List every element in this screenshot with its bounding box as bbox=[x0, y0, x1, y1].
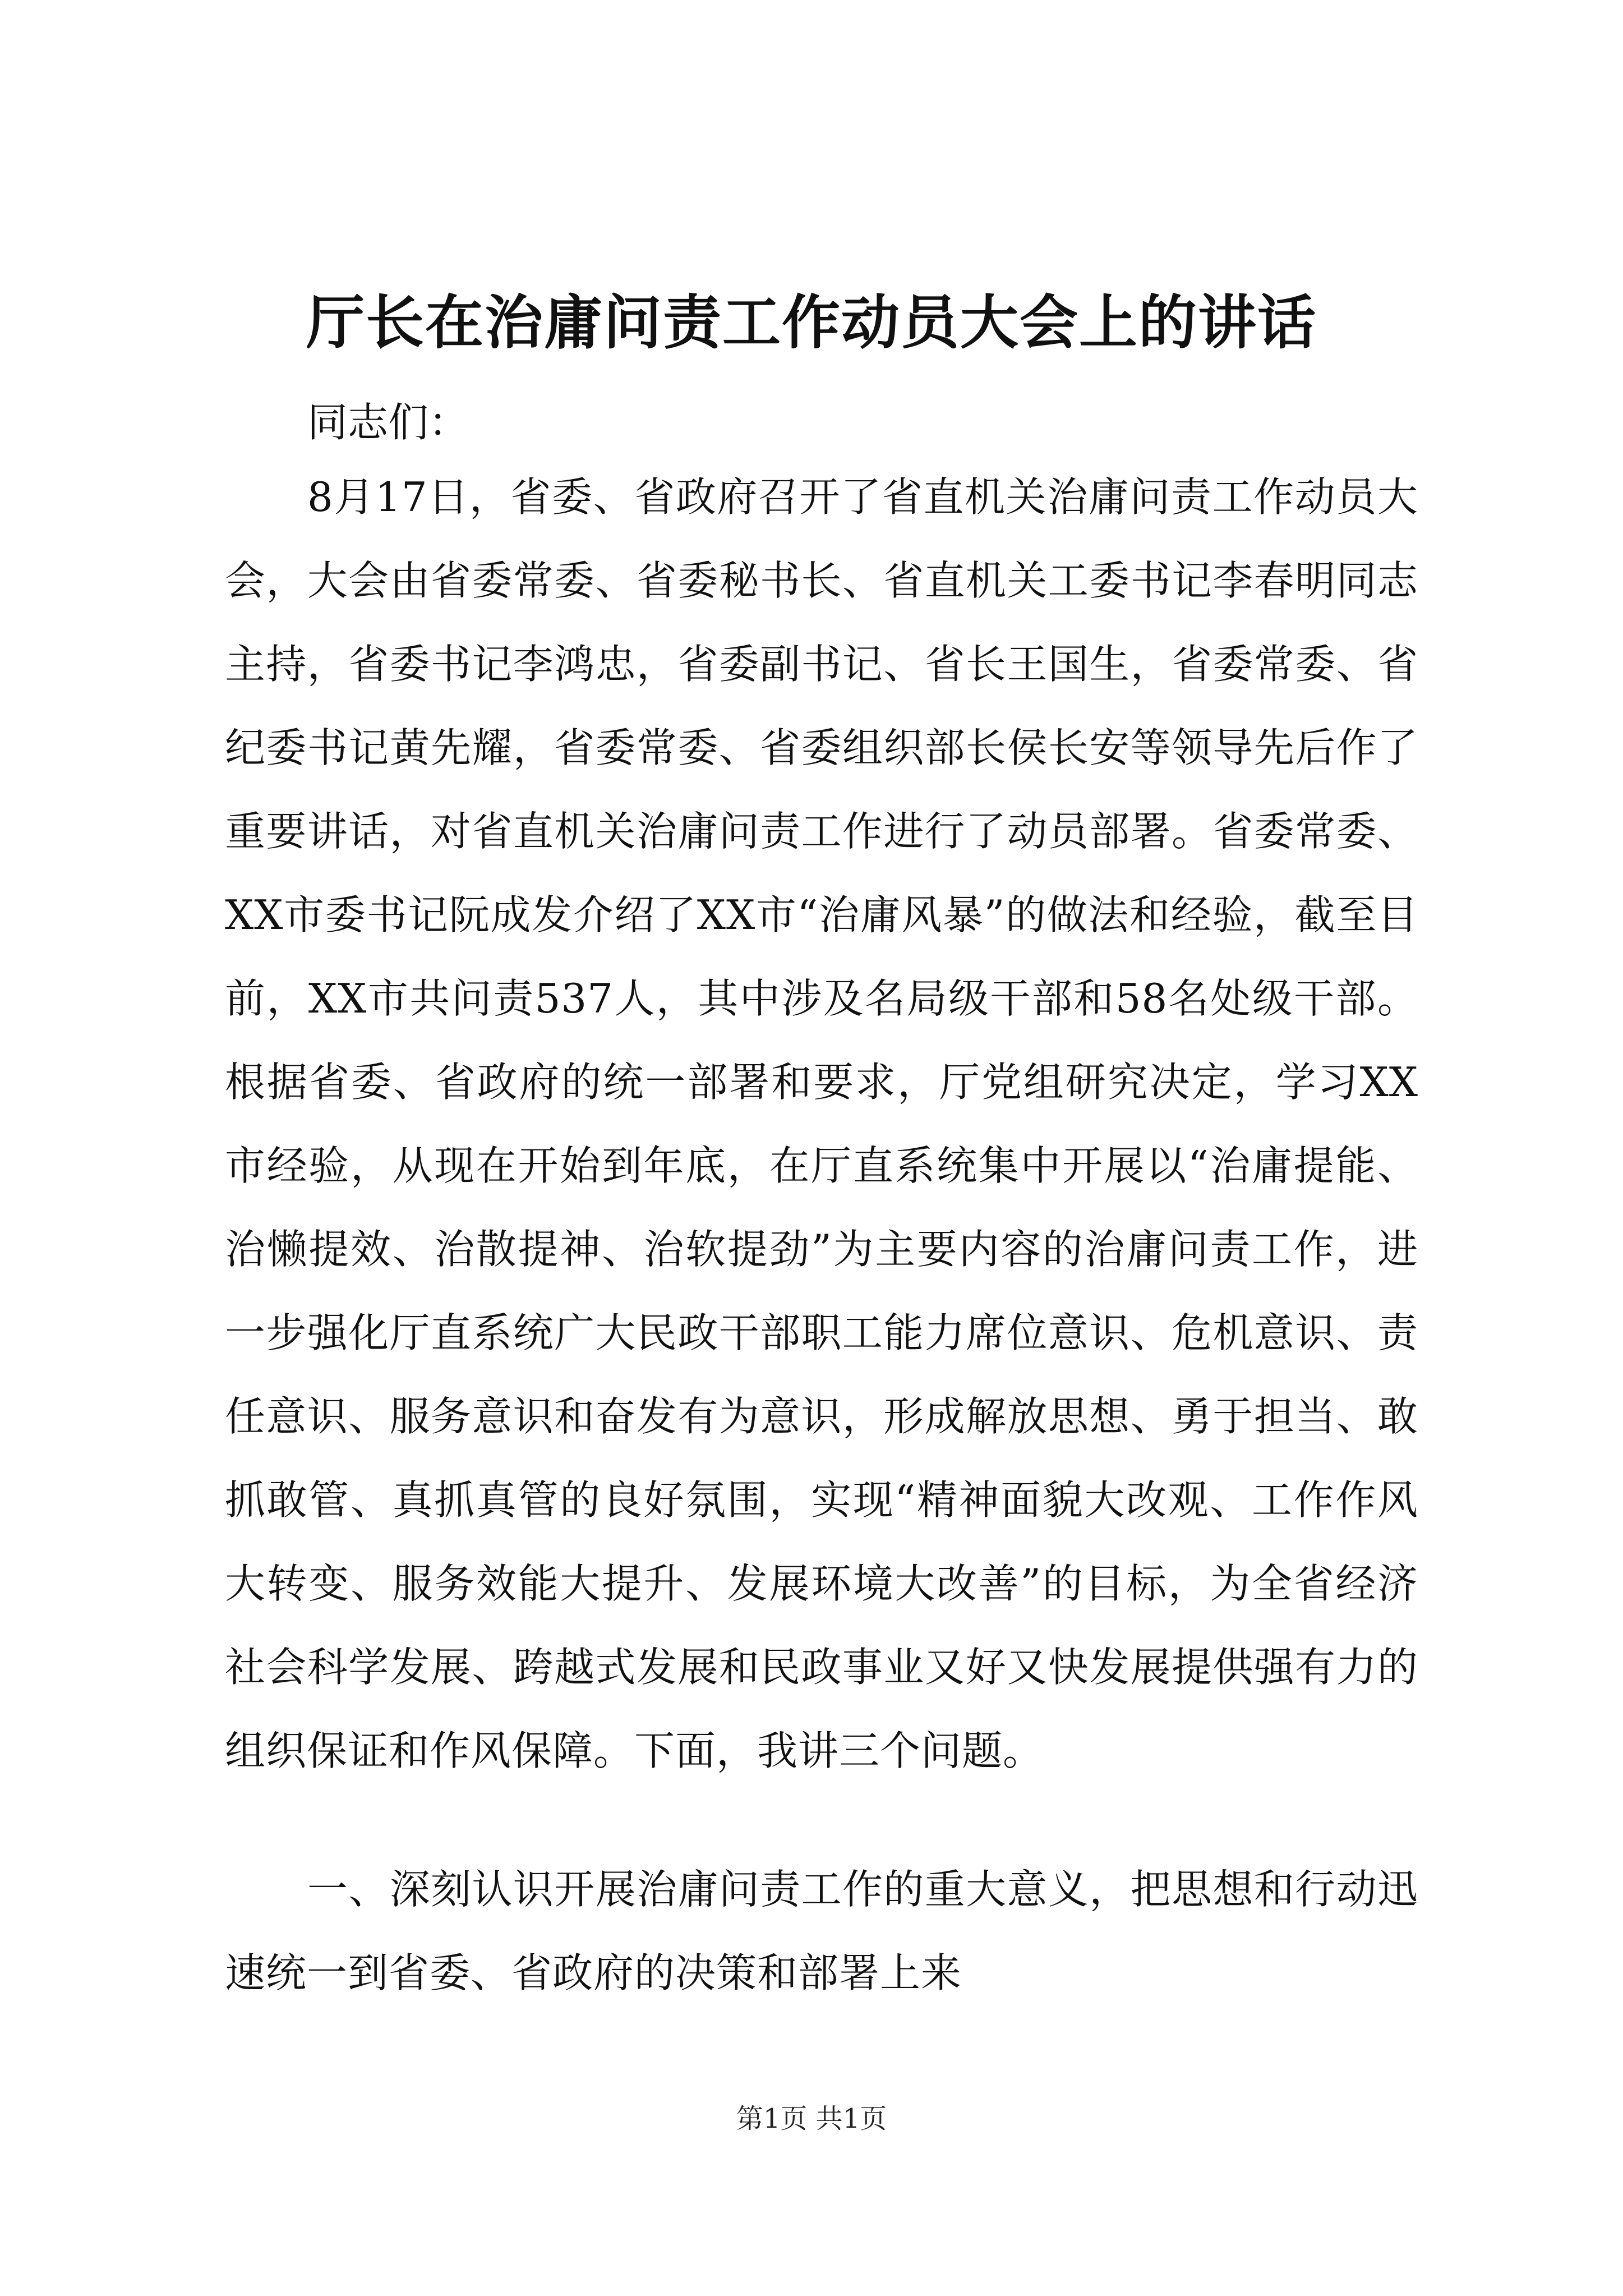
page-footer: 第1页 共1页 bbox=[736, 2103, 887, 2134]
section-heading-paragraph: 一、深刻认识开展治庸问责工作的重大意义，把思想和行动迅速统一到省委、省政府的决策和部署上来 bbox=[225, 1866, 1418, 1996]
salutation: 同志们： bbox=[307, 399, 469, 446]
document-title: 厅长在治庸问责工作动员大会上的讲话 bbox=[306, 288, 1317, 357]
body-paragraph: 8月17日，省委、省政府召开了省直机关治庸问责工作动员大会，大会由省委常委、省委秘书长、省直机关工委书记李春明同志主持，省委书记李鸿忠，省委副书记、省长王国生，省委常委、省纪委书记黄先耀，省委常委、省委组织部长侯长安等领导先后作了重要讲话，对省直机关治庸问责工作进行了动员部署。省委常委、XX市委书记阮成发介绍了XX市“治庸风暴”的做法和经验，截至目前，XX市共问责537人，其中涉及名局级干部和58名处级干部。根据省委、省政府的统一部署和要求，厅党组研究决定，学习XX市经验，从现在开始到年底，在厅直系统集中开展以“治庸提能、治懒提效、治散提神、治软提劲”为主要内容的治庸问责工作，进一步强化厅直系统广大民政干部职工能力席位意识、危机意识、责任意识、服务意识和奋发有为意识，形成解放思想、勇于担当、敢抓敢管、真抓真管的良好氛围，实现“精神面貌大改观、工作作风大转变、服务效能大提升、发展环境大改善”的目标，为全省经济社会科学发展、跨越式发展和民政事业又好又快发展提供强有力的组织保证和作风保障。下面，我讲三个问题。 bbox=[225, 473, 1418, 1774]
